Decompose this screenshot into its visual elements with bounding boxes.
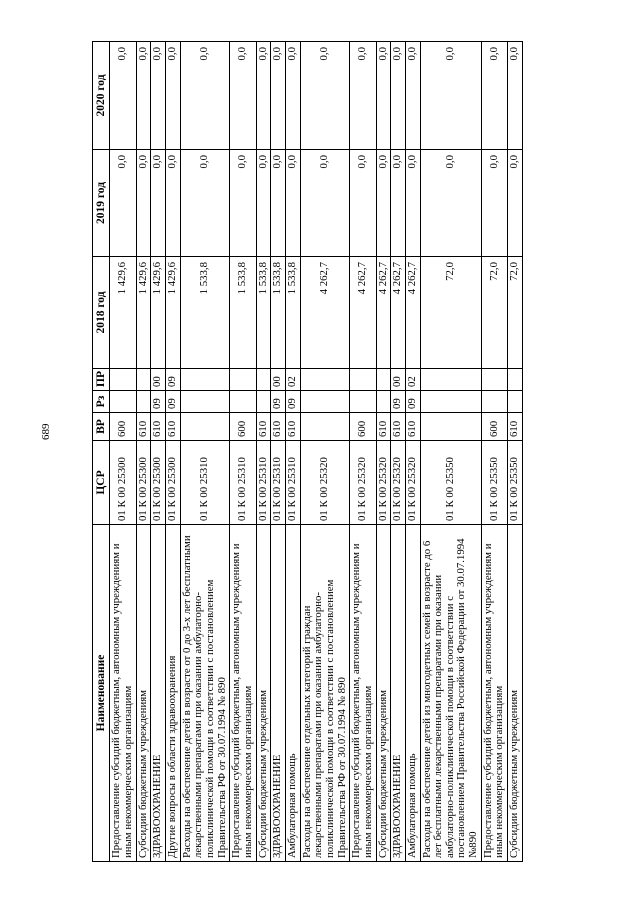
table-row: [151, 42, 166, 862]
table-header-row: [93, 42, 110, 862]
cell-csr: 01 К 00 25310: [256, 441, 271, 525]
cell-csr: 01 К 00 25350: [481, 441, 507, 525]
cell-rz: [136, 391, 151, 413]
cell-pr: 02: [285, 369, 300, 391]
cell-2020: 0,0: [481, 42, 507, 150]
cell-2018: 1 533,8: [180, 257, 230, 369]
cell-vr: 610: [376, 413, 391, 441]
cell-name: Амбулаторная помощь: [405, 525, 420, 862]
cell-2018: 1 533,8: [271, 257, 286, 369]
cell-2019: 0,0: [420, 150, 481, 257]
cell-vr: [180, 413, 230, 441]
cell-2020: 0,0: [136, 42, 151, 150]
cell-pr: [350, 369, 376, 391]
cell-pr: [180, 369, 230, 391]
cell-csr: 01 К 00 25300: [151, 441, 166, 525]
cell-pr: [481, 369, 507, 391]
table-row: [376, 42, 391, 862]
cell-2020: 0,0: [300, 42, 350, 150]
header-2020: 2020 год: [93, 42, 110, 150]
cell-rz: [256, 391, 271, 413]
cell-pr: [508, 369, 523, 391]
cell-2019: 0,0: [405, 150, 420, 257]
cell-2018: 72,0: [420, 257, 481, 369]
cell-2019: 0,0: [110, 150, 136, 257]
table-row: [420, 42, 481, 862]
cell-pr: [376, 369, 391, 391]
cell-rz: [481, 391, 507, 413]
cell-vr: 600: [350, 413, 376, 441]
cell-2018: 1 533,8: [256, 257, 271, 369]
cell-name: Другие вопросы в области здравоохранения: [166, 525, 181, 862]
cell-2019: 0,0: [285, 150, 300, 257]
table-row: [110, 42, 136, 862]
cell-2020: 0,0: [166, 42, 181, 150]
cell-pr: [136, 369, 151, 391]
cell-rz: 09: [405, 391, 420, 413]
header-name: Наименование: [93, 525, 110, 862]
cell-2020: 0,0: [391, 42, 406, 150]
cell-name: Субсидии бюджетным учреждениям: [256, 525, 271, 862]
cell-vr: 600: [481, 413, 507, 441]
cell-2019: 0,0: [300, 150, 350, 257]
cell-rz: [376, 391, 391, 413]
cell-vr: 610: [256, 413, 271, 441]
table-row: [230, 42, 256, 862]
cell-2020: 0,0: [256, 42, 271, 150]
table-row: [300, 42, 350, 862]
cell-2019: 0,0: [350, 150, 376, 257]
cell-rz: [508, 391, 523, 413]
cell-name: Расходы на обеспечение отдельных категорий граждан лекарственными препаратами при оказании амбулаторно-поликлинической помощи в соответствии с постановлением Правительства РФ от 30.07.1994 № 890: [300, 525, 350, 862]
cell-vr: 610: [405, 413, 420, 441]
cell-vr: 610: [136, 413, 151, 441]
cell-2019: 0,0: [256, 150, 271, 257]
cell-name: Субсидии бюджетным учреждениям: [136, 525, 151, 862]
cell-2019: 0,0: [151, 150, 166, 257]
header-rz: Рз: [93, 391, 110, 413]
cell-pr: [230, 369, 256, 391]
cell-csr: 01 К 00 25310: [180, 441, 230, 525]
cell-rz: 09: [271, 391, 286, 413]
table-row: [136, 42, 151, 862]
cell-pr: 00: [391, 369, 406, 391]
cell-name: Субсидии бюджетным учреждениям: [376, 525, 391, 862]
cell-csr: 01 К 00 25320: [405, 441, 420, 525]
cell-2018: 4 262,7: [376, 257, 391, 369]
budget-table: [92, 41, 523, 862]
cell-pr: 02: [405, 369, 420, 391]
cell-csr: 01 К 00 25310: [285, 441, 300, 525]
cell-2018: 1 429,6: [151, 257, 166, 369]
cell-csr: 01 К 00 25350: [508, 441, 523, 525]
cell-2019: 0,0: [271, 150, 286, 257]
cell-vr: 600: [230, 413, 256, 441]
cell-2018: 1 533,8: [230, 257, 256, 369]
cell-csr: 01 К 00 25310: [230, 441, 256, 525]
header-2019: 2019 год: [93, 150, 110, 257]
cell-2019: 0,0: [376, 150, 391, 257]
cell-pr: [110, 369, 136, 391]
table-row: [405, 42, 420, 862]
cell-csr: 01 К 00 25320: [350, 441, 376, 525]
cell-name: Амбулаторная помощь: [285, 525, 300, 862]
cell-rz: [110, 391, 136, 413]
cell-csr: 01 К 00 25350: [420, 441, 481, 525]
cell-2019: 0,0: [230, 150, 256, 257]
table-row: [256, 42, 271, 862]
cell-2018: 1 429,6: [136, 257, 151, 369]
header-vr: ВР: [93, 413, 110, 441]
cell-2018: 72,0: [508, 257, 523, 369]
cell-vr: 610: [166, 413, 181, 441]
cell-2019: 0,0: [180, 150, 230, 257]
page-number: 689: [40, 423, 52, 440]
cell-pr: 00: [151, 369, 166, 391]
cell-2020: 0,0: [420, 42, 481, 150]
table-row: [271, 42, 286, 862]
cell-pr: 09: [166, 369, 181, 391]
table-body: [110, 42, 522, 862]
table-row: [166, 42, 181, 862]
table-row: [391, 42, 406, 862]
cell-rz: [180, 391, 230, 413]
cell-vr: 610: [151, 413, 166, 441]
cell-csr: 01 К 00 25320: [376, 441, 391, 525]
cell-2018: 1 429,6: [110, 257, 136, 369]
cell-name: ЗДРАВООХРАНЕНИЕ: [151, 525, 166, 862]
cell-rz: 09: [166, 391, 181, 413]
cell-csr: 01 К 00 25300: [110, 441, 136, 525]
cell-rz: [350, 391, 376, 413]
cell-2020: 0,0: [350, 42, 376, 150]
cell-vr: [420, 413, 481, 441]
cell-2020: 0,0: [405, 42, 420, 150]
cell-name: ЗДРАВООХРАНЕНИЕ: [271, 525, 286, 862]
cell-2020: 0,0: [110, 42, 136, 150]
cell-csr: 01 К 00 25300: [136, 441, 151, 525]
cell-name: Предоставление субсидий бюджетным, автономным учреждениям и иным некоммерческим организациям: [110, 525, 136, 862]
cell-pr: 00: [271, 369, 286, 391]
cell-2018: 72,0: [481, 257, 507, 369]
cell-vr: 600: [110, 413, 136, 441]
cell-vr: [300, 413, 350, 441]
cell-name: Предоставление субсидий бюджетным, автономным учреждениям и иным некоммерческим организациям: [230, 525, 256, 862]
table-row: [350, 42, 376, 862]
cell-2019: 0,0: [136, 150, 151, 257]
cell-name: Предоставление субсидий бюджетным, автономным учреждениям и иным некоммерческим организациям: [350, 525, 376, 862]
table-row: [481, 42, 507, 862]
cell-2018: 4 262,7: [405, 257, 420, 369]
header-2018: 2018 год: [93, 257, 110, 369]
cell-vr: 610: [391, 413, 406, 441]
cell-pr: [256, 369, 271, 391]
cell-csr: 01 К 00 25310: [271, 441, 286, 525]
cell-2018: 1 429,6: [166, 257, 181, 369]
table-row: [285, 42, 300, 862]
cell-2019: 0,0: [481, 150, 507, 257]
cell-rz: [420, 391, 481, 413]
header-pr: ПР: [93, 369, 110, 391]
cell-2020: 0,0: [285, 42, 300, 150]
cell-2019: 0,0: [508, 150, 523, 257]
cell-pr: [420, 369, 481, 391]
cell-pr: [300, 369, 350, 391]
cell-csr: 01 К 00 25300: [166, 441, 181, 525]
cell-name: Предоставление субсидий бюджетным, автономным учреждениям и иным некоммерческим организациям: [481, 525, 507, 862]
cell-2018: 1 533,8: [285, 257, 300, 369]
cell-2018: 4 262,7: [300, 257, 350, 369]
cell-name: Субсидии бюджетным учреждениям: [508, 525, 523, 862]
cell-rz: 09: [391, 391, 406, 413]
cell-2020: 0,0: [376, 42, 391, 150]
table-row: [180, 42, 230, 862]
cell-csr: 01 К 00 25320: [391, 441, 406, 525]
cell-csr: 01 К 00 25320: [300, 441, 350, 525]
cell-name: Расходы на обеспечение детей из многодетных семей в возрасте до 6 лет бесплатными лекарственными препаратами при оказании амбулаторно-поликлинической помощи в соответствии с постановлением Правительства Российской Федерации от 30.07.1994 №890: [420, 525, 481, 862]
cell-rz: 09: [285, 391, 300, 413]
cell-2020: 0,0: [230, 42, 256, 150]
cell-2018: 4 262,7: [391, 257, 406, 369]
cell-2018: 4 262,7: [350, 257, 376, 369]
cell-vr: 610: [285, 413, 300, 441]
cell-2020: 0,0: [180, 42, 230, 150]
cell-2019: 0,0: [391, 150, 406, 257]
cell-vr: 610: [508, 413, 523, 441]
rotated-table-container: [92, 42, 523, 862]
cell-2020: 0,0: [271, 42, 286, 150]
cell-vr: 610: [271, 413, 286, 441]
cell-rz: 09: [151, 391, 166, 413]
cell-rz: [230, 391, 256, 413]
cell-name: Расходы на обеспечение детей в возрасте от 0 до 3-х лет бесплатными лекарственными препаратами при оказании амбулаторно-поликлинической помощи в соответствии с постановлением Правительства РФ от 30.07.1994 № 890: [180, 525, 230, 862]
table-row: [508, 42, 523, 862]
cell-2019: 0,0: [166, 150, 181, 257]
header-csr: ЦСР: [93, 441, 110, 525]
cell-2020: 0,0: [151, 42, 166, 150]
cell-2020: 0,0: [508, 42, 523, 150]
cell-rz: [300, 391, 350, 413]
cell-name: ЗДРАВООХРАНЕНИЕ: [391, 525, 406, 862]
